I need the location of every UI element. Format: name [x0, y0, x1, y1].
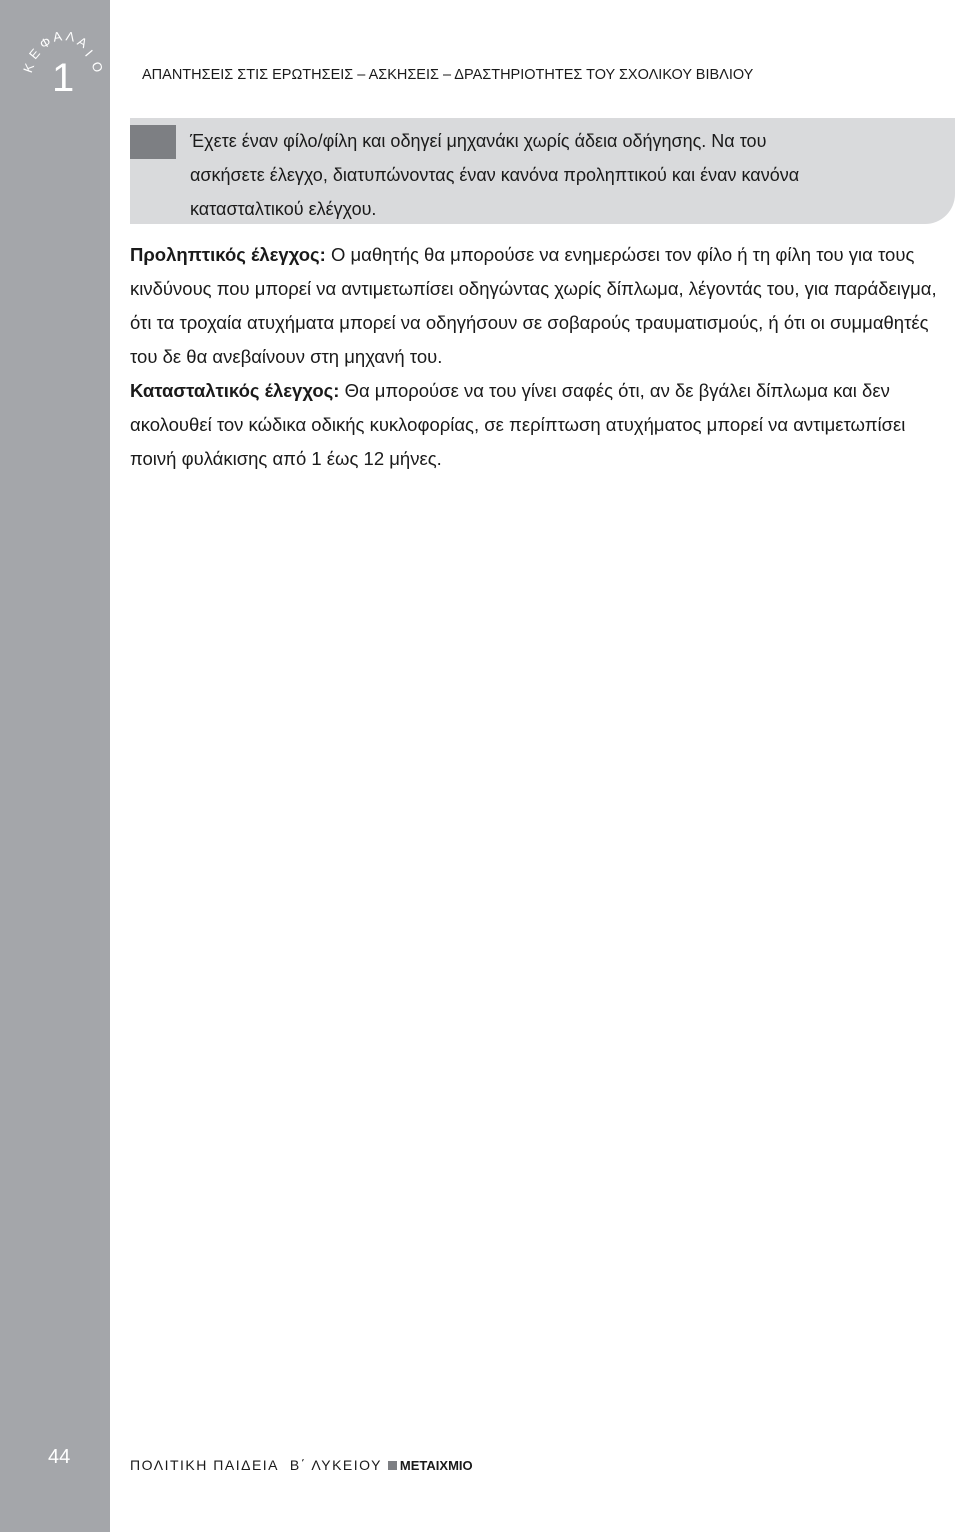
question-line: Έχετε έναν φίλο/φίλη και οδηγεί μηχανάκι χωρίς άδεια οδήγησης. Να του [190, 131, 767, 151]
grade-label: Β΄ ΛΥΚΕΙΟΥ [289, 1457, 382, 1473]
repressive-label: Κατασταλτικός έλεγχος: [130, 380, 340, 401]
preventive-text: Ο μαθητής θα μπορούσε να ενημερώσει τον φίλο ή τη φίλη του για τους κινδύνους που μπορεί να αντιμετωπίσει οδηγώντας χωρίς δίπλωμα, λέγοντάς του, για παράδειγμα, ότι τα τροχαία ατυχήματα μπορεί να οδηγήσουν σε σοβαρούς τραυματισμούς, ή ότι οι συμμαθητές του δε θα ανεβαίνουν στη μηχανή του. [130, 244, 937, 367]
preventive-label: Προληπτικός έλεγχος: [130, 244, 326, 265]
chapter-number: 1 [52, 56, 75, 100]
page-footer [130, 1457, 473, 1473]
chapter-letter: Α [74, 33, 91, 52]
question-line: κατασταλτικού ελέγχου. [190, 199, 377, 219]
chapter-sidebar [0, 0, 110, 1532]
square-icon [388, 1461, 397, 1470]
chapter-letter: Ε [25, 44, 44, 63]
chapter-letter: Φ [37, 33, 55, 52]
chapter-letter: Λ [64, 28, 77, 45]
question-line: ασκήσετε έλεγχο, διατυπώνοντας έναν κανόνα προληπτικού και έναν κανόνα [190, 165, 800, 185]
answer-body [130, 238, 956, 476]
repressive-text: Θα μπορούσε να του γίνει σαφές ότι, αν δε βγάλει δίπλωμα και δεν ακολουθεί τον κώδικα οδικής κυκλοφορίας, σε περίπτωση ατυχήματος μπορεί να αντιμετωπίσει ποινή φυλάκισης από 1 έως 12 μήνες. [130, 380, 906, 469]
repressive-paragraph [130, 374, 956, 476]
running-header: ΑΠΑΝΤΗΣΕΙΣ ΣΤΙΣ ΕΡΩΤΗΣΕΙΣ – ΑΣΚΗΣΕΙΣ – ΔΡΑΣΤΗΡΙΟΤΗΤΕΣ ΤΟΥ ΣΧΟΛΙΚΟΥ ΒΙΒΛΙΟΥ [142, 67, 754, 83]
book-title: ΠΟΛΙΤΙΚΗ ΠΑΙΔΕΙΑ [130, 1457, 280, 1473]
question-box [130, 118, 955, 224]
question-marker [130, 125, 176, 159]
chapter-letter: Ι [82, 46, 97, 61]
preventive-paragraph [130, 238, 956, 374]
question-text [190, 124, 942, 226]
chapter-letter: Κ [20, 60, 38, 75]
chapter-letter: Ο [88, 59, 107, 76]
page-number: 44 [48, 1446, 71, 1468]
publisher-name: ΜΕΤΑΙΧΜΙΟ [399, 1458, 473, 1473]
chapter-letter: Α [51, 28, 64, 45]
